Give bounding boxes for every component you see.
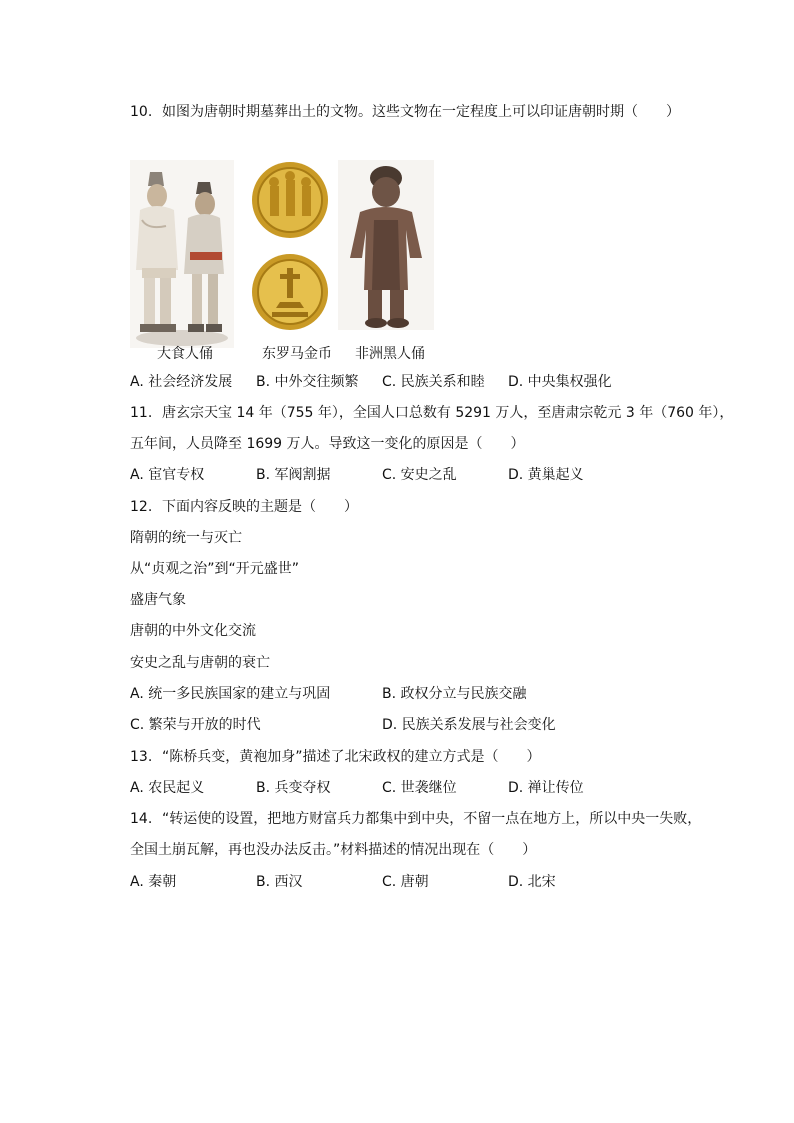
q10-figure bbox=[130, 160, 440, 348]
q12-option-c[interactable]: C. 繁荣与开放的时代 bbox=[130, 717, 261, 733]
q14-text-line2: 全国土崩瓦解，再也没办法反击。”材料描述的情况出现在（ ） bbox=[130, 842, 537, 858]
q12-item-4: 唐朝的中外文化交流 bbox=[130, 623, 256, 639]
q12-item-5: 安史之乱与唐朝的衰亡 bbox=[130, 655, 270, 671]
q13-option-d[interactable]: D. 禅让传位 bbox=[508, 780, 584, 796]
q14-option-c[interactable]: C. 唐朝 bbox=[382, 874, 429, 890]
q10-option-a[interactable]: A. 社会经济发展 bbox=[130, 374, 233, 390]
q11-option-a[interactable]: A. 宦官专权 bbox=[130, 467, 205, 483]
q12-item-3: 盛唐气象 bbox=[130, 592, 186, 608]
q12-stem bbox=[130, 497, 358, 517]
q12-text: 下面内容反映的主题是（ ） bbox=[162, 499, 358, 515]
q14-text-line1: “转运使的设置，把地方财富兵力都集中到中央，不留一点在地方上，所以中央一失败， bbox=[162, 811, 702, 827]
q14-option-d[interactable]: D. 北宋 bbox=[508, 874, 556, 890]
q13-option-a[interactable]: A. 农民起义 bbox=[130, 780, 205, 796]
q11-stem bbox=[130, 403, 733, 423]
q10-option-d[interactable]: D. 中央集权强化 bbox=[508, 374, 612, 390]
q12-option-a[interactable]: A. 统一多民族国家的建立与巩固 bbox=[130, 686, 331, 702]
q13-stem bbox=[130, 747, 541, 767]
caption-dashi-figurine: 大食人俑 bbox=[157, 346, 213, 362]
byzantine-gold-coin-image bbox=[246, 160, 334, 336]
q14-option-b[interactable]: B. 西汉 bbox=[256, 874, 303, 890]
caption-african-figurine: 非洲黑人俑 bbox=[355, 346, 425, 362]
q13-number: 13. bbox=[130, 749, 153, 765]
q13-option-b[interactable]: B. 兵变夺权 bbox=[256, 780, 331, 796]
q11-option-c[interactable]: C. 安史之乱 bbox=[382, 467, 457, 483]
q14-number: 14. bbox=[130, 811, 153, 827]
q12-number: 12. bbox=[130, 499, 153, 515]
q11-text-line2: 五年间，人员降至 1699 万人。导致这一变化的原因是（ ） bbox=[130, 436, 525, 452]
q14-stem bbox=[130, 809, 701, 829]
q10-option-c[interactable]: C. 民族关系和睦 bbox=[382, 374, 485, 390]
q12-item-2: 从“贞观之治”到“开元盛世” bbox=[130, 561, 300, 577]
q11-option-d[interactable]: D. 黄巢起义 bbox=[508, 467, 584, 483]
q11-number: 11. bbox=[130, 405, 153, 421]
caption-byzantine-coin: 东罗马金币 bbox=[262, 346, 332, 362]
q12-option-b[interactable]: B. 政权分立与民族交融 bbox=[382, 686, 527, 702]
african-figurine-image bbox=[338, 160, 434, 330]
q12-item-1: 隋朝的统一与灭亡 bbox=[130, 530, 242, 546]
q13-option-c[interactable]: C. 世袭继位 bbox=[382, 780, 457, 796]
q11-text-line1: 唐玄宗天宝 14 年（755 年），全国人口总数有 5291 万人，至唐肃宗乾元 3 年（760 年）， bbox=[162, 405, 734, 421]
q10-text: 如图为唐朝时期墓葬出土的文物。这些文物在一定程度上可以印证唐朝时期（ ） bbox=[162, 104, 680, 120]
q10-option-b[interactable]: B. 中外交往频繁 bbox=[256, 374, 359, 390]
dashi-figurine-image bbox=[130, 160, 234, 348]
q13-text: “陈桥兵变，黄袍加身”描述了北宋政权的建立方式是（ ） bbox=[162, 749, 541, 765]
q10-stem bbox=[130, 102, 680, 122]
q10-number: 10. bbox=[130, 104, 153, 120]
q11-option-b[interactable]: B. 军阀割据 bbox=[256, 467, 331, 483]
q14-option-a[interactable]: A. 秦朝 bbox=[130, 874, 177, 890]
q12-option-d[interactable]: D. 民族关系发展与社会变化 bbox=[382, 717, 556, 733]
